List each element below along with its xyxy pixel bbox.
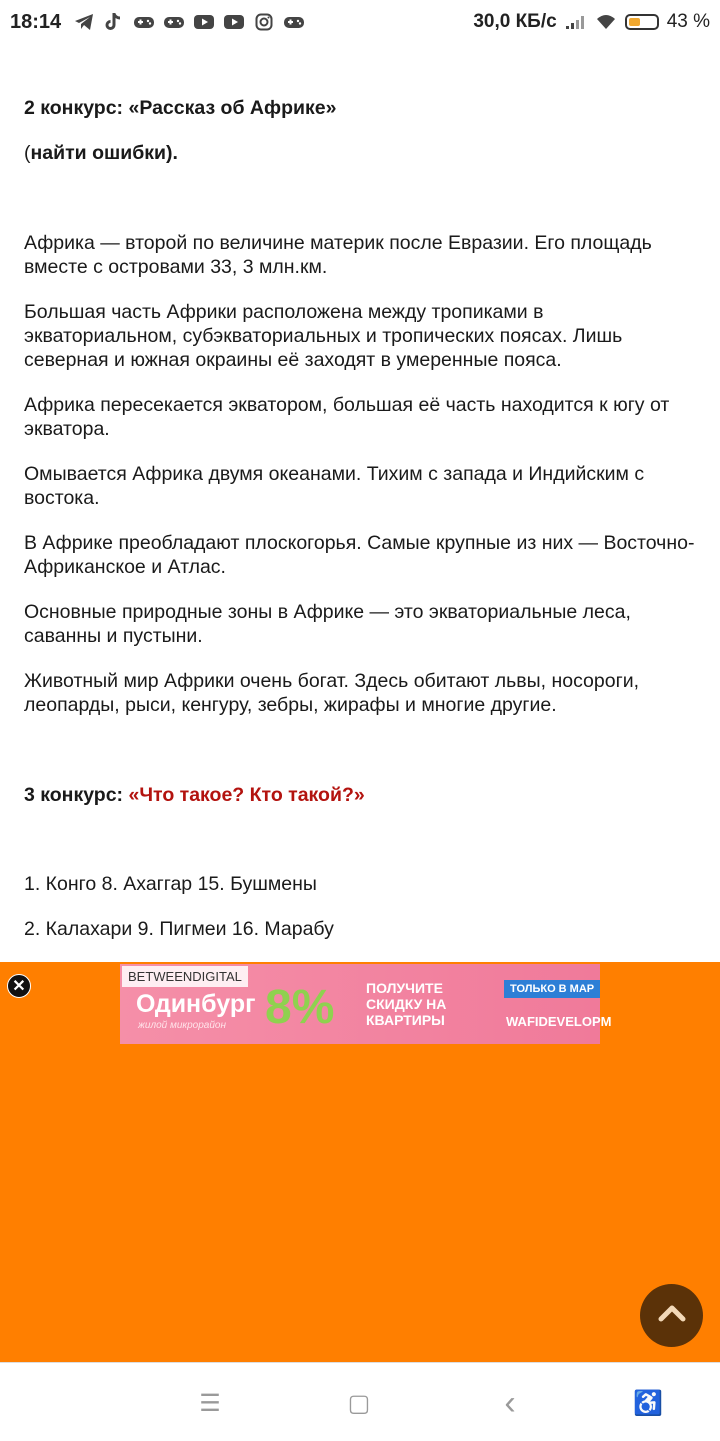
article-content bbox=[24, 96, 700, 941]
ad-only-label: ТОЛЬКО В МАР bbox=[504, 980, 600, 998]
scroll-top-button[interactable] bbox=[640, 1284, 703, 1347]
status-bar-left bbox=[10, 11, 305, 34]
ad-brand-sub: жилой микрорайон bbox=[138, 1020, 226, 1031]
youtube-icon bbox=[223, 12, 245, 32]
instagram-icon bbox=[253, 12, 275, 32]
gamepad-icon bbox=[283, 12, 305, 32]
ad-developer: WAFIDEVELOPM bbox=[506, 1014, 612, 1029]
contest2-subtitle-text: найти ошибки). bbox=[30, 142, 178, 164]
contest2-subtitle-paren: ( bbox=[24, 142, 31, 164]
status-bar bbox=[0, 0, 720, 44]
telegram-icon bbox=[73, 12, 95, 32]
paragraph: В Африке преобладают плоскогорья. Самые крупные из них — Восточно-Африканское и Атлас. bbox=[24, 532, 695, 578]
paragraph: Африка — второй по величине материк после Евразии. Его площадь вместе с островами 33, 3 млн.км. bbox=[24, 232, 652, 278]
contest3-heading bbox=[24, 783, 700, 807]
paragraph: Омывается Африка двумя океанами. Тихим с запада и Индийским с востока. bbox=[24, 463, 645, 509]
ad-brand: Одинбург bbox=[136, 990, 256, 1018]
list-item: 1. Конго 8. Ахаггар 15. Бушмены bbox=[24, 873, 317, 895]
ad-offer: ПОЛУЧИТЕ СКИДКУ НА КВАРТИРЫ bbox=[366, 980, 447, 1028]
home-icon[interactable]: ▢ bbox=[347, 1389, 371, 1417]
navigation-bar bbox=[0, 1362, 720, 1441]
gamepad-icon bbox=[163, 12, 185, 32]
menu-icon[interactable]: ☰ bbox=[199, 1389, 221, 1417]
tiktok-icon bbox=[103, 12, 125, 32]
battery-percent: 43 % bbox=[666, 11, 710, 32]
youtube-icon bbox=[193, 12, 215, 32]
accessibility-icon[interactable]: ♿ bbox=[633, 1389, 663, 1417]
ad-overlay[interactable] bbox=[0, 962, 720, 1362]
contest3-title: «Что такое? Кто такой?» bbox=[128, 784, 365, 806]
paragraph: Африка пересекается экватором, большая её часть находится к югу от экватора. bbox=[24, 394, 670, 440]
status-time: 18:14 bbox=[10, 10, 62, 33]
contest3-label: 3 конкурс: bbox=[24, 784, 129, 806]
status-bar-right bbox=[473, 11, 710, 33]
ad-percent: 8% bbox=[265, 981, 335, 1034]
contest2-subtitle bbox=[24, 141, 700, 165]
list-item: 2. Калахари 9. Пигмеи 16. Марабу bbox=[24, 918, 334, 940]
network-speed: 30,0 КБ/с bbox=[473, 11, 557, 32]
gamepad-icon bbox=[133, 12, 155, 32]
close-icon[interactable]: ✕ bbox=[7, 974, 31, 998]
back-icon[interactable]: ‹ bbox=[504, 1383, 516, 1422]
signal-icon bbox=[565, 12, 587, 32]
paragraph: Основные природные зоны в Африке — это экваториальные леса, саванны и пустыни. bbox=[24, 601, 631, 647]
battery-icon bbox=[625, 14, 659, 30]
contest2-title: 2 конкурс: «Рассказ об Африке» bbox=[24, 97, 337, 119]
ad-tag: BETWEENDIGITAL bbox=[122, 966, 248, 987]
chevron-up-icon bbox=[658, 1303, 686, 1328]
wifi-icon bbox=[595, 12, 617, 32]
paragraph: Большая часть Африки расположена между тропиками в экваториальном, субэкваториальных и тропических поясах. Лишь северная и южная окраины её заходят в умеренные пояса. bbox=[24, 301, 623, 371]
ad-banner[interactable] bbox=[120, 964, 612, 1044]
battery-fill bbox=[629, 18, 640, 26]
paragraph: Животный мир Африки очень богат. Здесь обитают львы, носороги, леопарды, рыси, кенгуру, зебры, жирафы и многие другие. bbox=[24, 670, 640, 716]
